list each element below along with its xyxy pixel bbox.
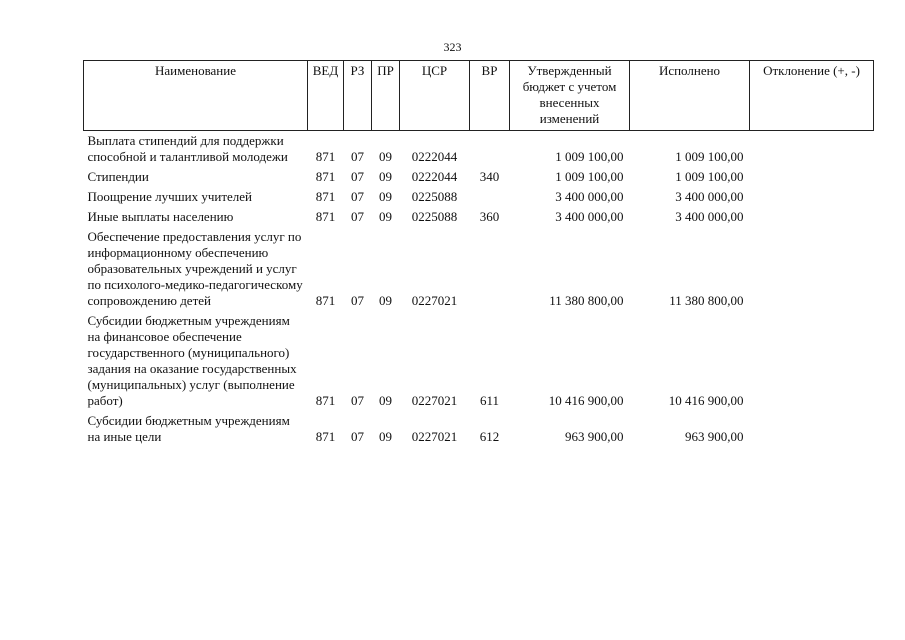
header-vr: ВР (470, 61, 510, 131)
table-row (84, 207, 874, 227)
row-pr: 09 (379, 393, 392, 408)
row-rz: 07 (351, 189, 364, 204)
row-rz: 07 (351, 169, 364, 184)
row-executed: 963 900,00 (685, 429, 744, 444)
row-deviation (750, 311, 874, 411)
row-vr: 340 (479, 169, 500, 184)
header-deviation: Отклонение (+, -) (750, 61, 874, 131)
budget-table (83, 60, 874, 447)
table-row (84, 187, 874, 207)
row-executed: 1 009 100,00 (675, 169, 744, 184)
row-approved: 11 380 800,00 (549, 293, 624, 308)
row-vr (470, 187, 510, 207)
row-ved: 871 (315, 429, 336, 444)
row-ved: 871 (315, 149, 336, 164)
row-vr: 612 (479, 429, 500, 444)
header-executed: Исполнено (630, 61, 750, 131)
row-rz: 07 (351, 393, 364, 408)
row-rz: 07 (351, 293, 364, 308)
row-deviation (750, 411, 874, 447)
table-body (84, 131, 874, 448)
row-name: Субсидии бюджетным учреждениям на финансовое обеспечение государственного (муниципального) задания на оказание государственных (муниципальных) услуг (выполнение работ) (87, 313, 297, 408)
row-vr (470, 131, 510, 168)
row-rz: 07 (351, 429, 364, 444)
row-rz: 07 (351, 149, 364, 164)
header-name: Наименование (84, 61, 308, 131)
row-pr: 09 (379, 209, 392, 224)
row-csr: 0225088 (411, 189, 458, 204)
row-approved: 1 009 100,00 (555, 149, 624, 164)
table-row (84, 411, 874, 447)
row-pr: 09 (379, 189, 392, 204)
header-csr: ЦСР (400, 61, 470, 131)
row-name: Поощрение лучших учителей (87, 189, 253, 204)
row-ved: 871 (315, 169, 336, 184)
row-pr: 09 (379, 149, 392, 164)
row-csr: 0222044 (411, 149, 458, 164)
row-executed: 11 380 800,00 (669, 293, 744, 308)
row-deviation (750, 227, 874, 311)
row-approved: 3 400 000,00 (555, 209, 624, 224)
row-approved: 3 400 000,00 (555, 189, 624, 204)
row-csr: 0222044 (411, 169, 458, 184)
row-executed: 3 400 000,00 (675, 209, 744, 224)
row-executed: 3 400 000,00 (675, 189, 744, 204)
row-ved: 871 (315, 209, 336, 224)
table-row (84, 167, 874, 187)
row-rz: 07 (351, 209, 364, 224)
row-ved: 871 (315, 293, 336, 308)
row-deviation (750, 187, 874, 207)
row-approved: 10 416 900,00 (548, 393, 624, 408)
row-name: Иные выплаты населению (87, 209, 234, 224)
header-rz: РЗ (344, 61, 372, 131)
row-deviation (750, 207, 874, 227)
row-deviation (750, 131, 874, 168)
row-pr: 09 (379, 293, 392, 308)
row-name: Обеспечение предоставления услуг по информационному обеспечению образовательных учреждений и услуг по психолого-медико-педагогическому сопровождению детей (87, 229, 303, 308)
row-vr: 611 (479, 393, 500, 408)
header-pr: ПР (372, 61, 400, 131)
row-pr: 09 (379, 429, 392, 444)
row-name: Субсидии бюджетным учреждениям на иные цели (87, 413, 290, 444)
row-name: Стипендии (87, 169, 149, 184)
row-approved: 1 009 100,00 (555, 169, 624, 184)
row-vr: 360 (479, 209, 500, 224)
row-csr: 0227021 (411, 429, 458, 444)
row-name: Выплата стипендий для поддержки способной и талантливой молодежи (87, 133, 288, 164)
row-vr (470, 227, 510, 311)
row-ved: 871 (315, 189, 336, 204)
row-executed: 1 009 100,00 (675, 149, 744, 164)
page-number: 323 (443, 40, 462, 54)
row-pr: 09 (379, 169, 392, 184)
table-row (84, 131, 874, 168)
row-csr: 0227021 (411, 393, 458, 408)
row-executed: 10 416 900,00 (668, 393, 744, 408)
row-deviation (750, 167, 874, 187)
table-header (84, 61, 874, 131)
row-csr: 0227021 (411, 293, 458, 308)
row-approved: 963 900,00 (565, 429, 624, 444)
header-ved: ВЕД (308, 61, 344, 131)
row-ved: 871 (315, 393, 336, 408)
table-row (84, 311, 874, 411)
row-csr: 0225088 (411, 209, 458, 224)
table-row (84, 227, 874, 311)
header-approved: Утвержденный бюджет с учетом внесенных изменений (510, 61, 630, 131)
